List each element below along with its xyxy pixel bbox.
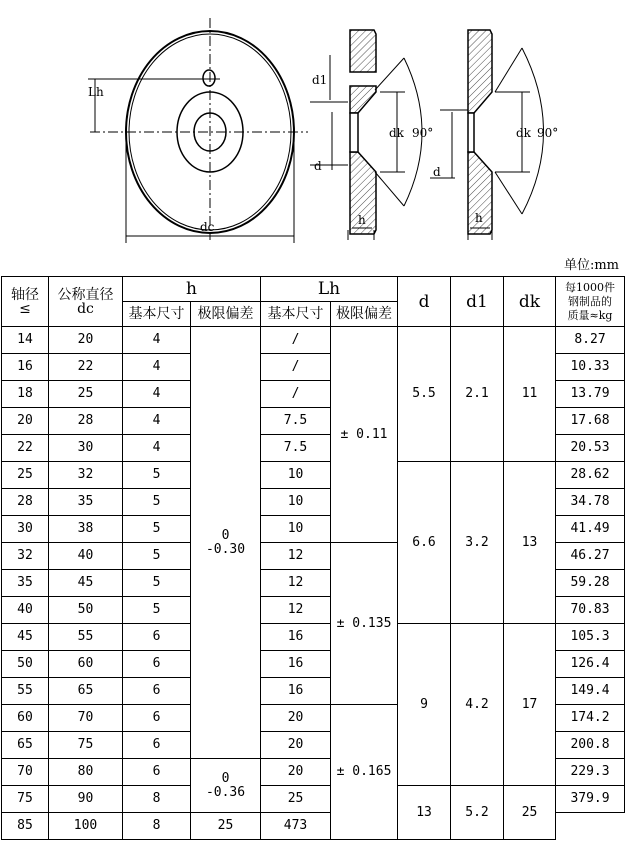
cell-lh: 16	[261, 678, 331, 705]
cell-lh: 16	[261, 624, 331, 651]
cell-mass: 8.27	[556, 327, 625, 354]
cell-lh: 12	[261, 597, 331, 624]
table-row	[2, 327, 625, 354]
cell-dc: 38	[49, 516, 123, 543]
cell-dk: 13	[504, 462, 556, 624]
cell-mass: 229.3	[556, 759, 625, 786]
header-lh-basic: 基本尺寸	[261, 302, 331, 327]
cell-h: 5	[123, 462, 191, 489]
cell-mass: 200.8	[556, 732, 625, 759]
cell-shaft: 16	[2, 354, 49, 381]
label-angle-2: 90°	[537, 126, 559, 140]
cell-mass: 41.49	[556, 516, 625, 543]
cell-mass: 70.83	[556, 597, 625, 624]
cell-d: 6.6	[398, 462, 451, 624]
cell-dc: 80	[49, 759, 123, 786]
cell-h: 5	[123, 516, 191, 543]
cell-lh: /	[261, 354, 331, 381]
cell-dc: 20	[49, 327, 123, 354]
label-h-2: h	[475, 211, 483, 225]
cell-mass: 46.27	[556, 543, 625, 570]
header-lh: Lh	[261, 277, 398, 302]
cell-mass: 28.62	[556, 462, 625, 489]
cell-lh: /	[261, 381, 331, 408]
table-row	[2, 786, 625, 813]
cell-mass: 149.4	[556, 678, 625, 705]
cell-shaft: 18	[2, 381, 49, 408]
cell-lh: 20	[261, 732, 331, 759]
cell-mass: 34.78	[556, 489, 625, 516]
cell-shaft: 85	[2, 813, 49, 840]
header-h-tol: 极限偏差	[191, 302, 261, 327]
cell-h: 6	[123, 759, 191, 786]
cell-h: 4	[123, 327, 191, 354]
tolerance-line: -0.36	[205, 784, 246, 800]
cell-h: 5	[123, 597, 191, 624]
cell-dc: 50	[49, 597, 123, 624]
cell-h: 6	[123, 624, 191, 651]
label-d-2: d	[433, 165, 441, 179]
cell-h: 6	[123, 678, 191, 705]
table-row	[2, 462, 625, 489]
cell-dc: 70	[49, 705, 123, 732]
label-lh: Lh	[88, 85, 104, 99]
cell-h: 8	[123, 786, 191, 813]
label-dc: dc	[200, 220, 215, 234]
label-angle-1: 90°	[412, 126, 434, 140]
cell-lh-tolerance: ± 0.135	[331, 543, 398, 705]
cell-lh: 25	[191, 813, 261, 840]
dimension-table	[1, 276, 625, 840]
tolerance-line: -0.30	[205, 541, 246, 557]
header-dk: dk	[504, 277, 556, 327]
washer-drawing	[0, 0, 625, 250]
cell-dc: 28	[49, 408, 123, 435]
cell-dk: 25	[504, 786, 556, 840]
cell-lh: 10	[261, 516, 331, 543]
cell-dc: 75	[49, 732, 123, 759]
cell-h: 5	[123, 543, 191, 570]
cell-h: 4	[123, 381, 191, 408]
cell-mass: 10.33	[556, 354, 625, 381]
cell-d1: 2.1	[451, 327, 504, 462]
cell-dc: 60	[49, 651, 123, 678]
cell-dc: 40	[49, 543, 123, 570]
cell-h: 5	[123, 570, 191, 597]
cell-d1: 3.2	[451, 462, 504, 624]
header-lh-tol: 极限偏差	[331, 302, 398, 327]
cell-shaft: 60	[2, 705, 49, 732]
cell-h: 4	[123, 435, 191, 462]
cell-dc: 22	[49, 354, 123, 381]
cell-lh: 12	[261, 570, 331, 597]
cell-d: 5.5	[398, 327, 451, 462]
label-dk-1: dk	[389, 126, 404, 140]
cell-h-tolerance	[191, 327, 261, 759]
cell-mass: 59.28	[556, 570, 625, 597]
cell-shaft: 28	[2, 489, 49, 516]
cell-mass: 17.68	[556, 408, 625, 435]
cell-lh: 7.5	[261, 435, 331, 462]
cell-shaft: 30	[2, 516, 49, 543]
cell-dc: 65	[49, 678, 123, 705]
cell-shaft: 40	[2, 597, 49, 624]
cell-dc: 30	[49, 435, 123, 462]
cell-d: 13	[398, 786, 451, 840]
section-view-1	[350, 30, 376, 234]
cell-lh: /	[261, 327, 331, 354]
cell-shaft: 75	[2, 786, 49, 813]
cell-shaft: 14	[2, 327, 49, 354]
header-mass: 每1000件 钢制品的 质量≈kg	[556, 277, 625, 327]
cell-shaft: 50	[2, 651, 49, 678]
cell-lh: 20	[261, 705, 331, 732]
cell-h: 4	[123, 354, 191, 381]
cell-shaft: 25	[2, 462, 49, 489]
cell-lh: 7.5	[261, 408, 331, 435]
cell-dk: 11	[504, 327, 556, 462]
cell-shaft: 22	[2, 435, 49, 462]
header-d1: d1	[451, 277, 504, 327]
cell-shaft: 32	[2, 543, 49, 570]
label-h-1: h	[358, 213, 366, 227]
cell-h: 6	[123, 651, 191, 678]
cell-h: 6	[123, 705, 191, 732]
cell-mass: 126.4	[556, 651, 625, 678]
cell-d1: 4.2	[451, 624, 504, 786]
cell-lh: 25	[261, 786, 331, 813]
cell-d1: 5.2	[451, 786, 504, 840]
cell-lh: 16	[261, 651, 331, 678]
cell-h-tolerance	[191, 759, 261, 813]
cell-h: 8	[123, 813, 191, 840]
cell-dc: 32	[49, 462, 123, 489]
cell-shaft: 55	[2, 678, 49, 705]
cell-h: 5	[123, 489, 191, 516]
cell-lh: 20	[261, 759, 331, 786]
cell-shaft: 70	[2, 759, 49, 786]
header-h-basic: 基本尺寸	[123, 302, 191, 327]
header-nominal: 公称直径 dc	[49, 277, 123, 327]
cell-dc: 45	[49, 570, 123, 597]
cell-d: 9	[398, 624, 451, 786]
cell-shaft: 20	[2, 408, 49, 435]
tolerance-line: 0	[221, 770, 230, 786]
cell-dk: 17	[504, 624, 556, 786]
cell-mass: 20.53	[556, 435, 625, 462]
cell-dc: 55	[49, 624, 123, 651]
section-view-2	[468, 30, 492, 234]
unit-label: 单位:mm	[563, 258, 619, 273]
header-shaft: 轴径 ≤	[2, 277, 49, 327]
cell-lh-tolerance: ± 0.11	[331, 327, 398, 543]
cell-shaft: 35	[2, 570, 49, 597]
header-d: d	[398, 277, 451, 327]
label-d-1: d	[314, 159, 322, 173]
cell-dc: 25	[49, 381, 123, 408]
cell-shaft: 65	[2, 732, 49, 759]
label-d1: d1	[312, 73, 328, 87]
cell-h: 6	[123, 732, 191, 759]
table-row	[2, 624, 625, 651]
cell-dc: 100	[49, 813, 123, 840]
cell-mass: 174.2	[556, 705, 625, 732]
cell-dc: 90	[49, 786, 123, 813]
tolerance-line: 0	[221, 527, 230, 543]
cell-mass: 379.9	[556, 786, 625, 813]
washer-pin-hole	[203, 70, 215, 86]
cell-lh: 10	[261, 462, 331, 489]
cell-mass: 473	[261, 813, 331, 840]
cell-lh: 12	[261, 543, 331, 570]
cell-dc: 35	[49, 489, 123, 516]
header-h: h	[123, 277, 261, 302]
cell-h: 4	[123, 408, 191, 435]
cell-mass: 13.79	[556, 381, 625, 408]
cell-lh-tolerance: ± 0.165	[331, 705, 398, 840]
label-dk-2: dk	[516, 126, 531, 140]
cell-mass: 105.3	[556, 624, 625, 651]
cell-lh: 10	[261, 489, 331, 516]
cell-shaft: 45	[2, 624, 49, 651]
